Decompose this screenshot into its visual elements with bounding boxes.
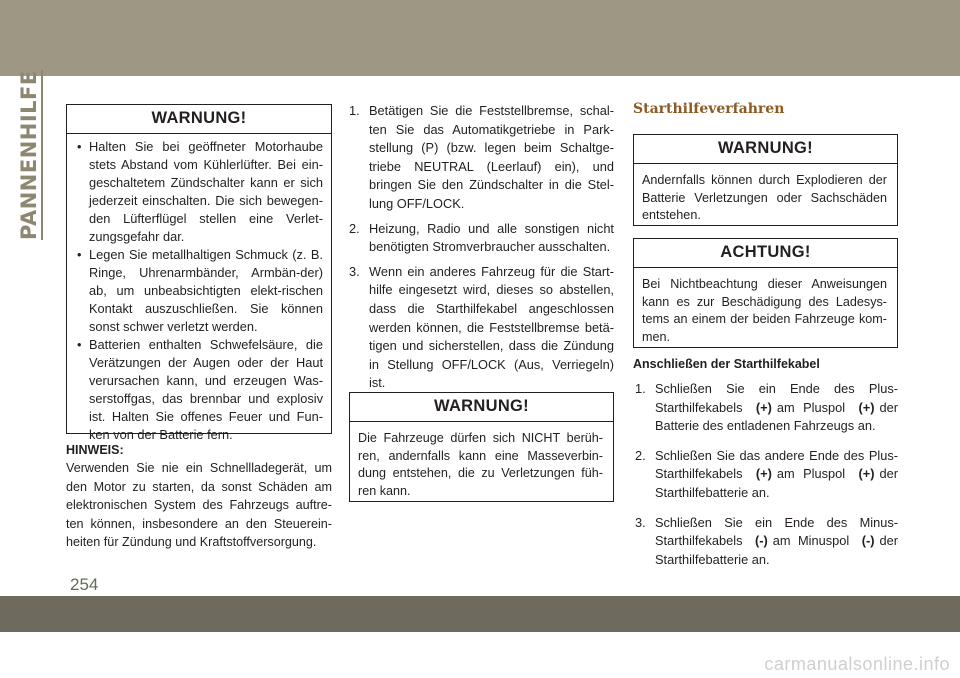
warning-box-fan [66,104,332,442]
warning-box-text: Andernfalls können durch Explodieren der Batterie Verletzungen oder Sachschäden entstehen. [642,173,887,223]
warning-box-text: Die Fahrzeuge dürfen sich NICHT berüh-ren, andernfalls kann eine Masseverbin-dung entstehen, die zu Verletzungen füh-ren kann. [358,431,603,498]
step-text: der Starthilfebatterie an. [655,466,899,500]
step-number: 2. [635,447,646,463]
step-text: am Pluspol [776,399,846,415]
step-text: Schließen Sie das andere Ende des Plus-Starthilfekabels [655,447,898,482]
minus-symbol: (-) [861,533,875,549]
step-text: Schließen Sie ein Ende des Minus-Starthilfekabels [655,514,898,549]
footer-band [0,596,960,632]
step-text: Heizung, Radio und alle sonstigen nicht benötigten Stromverbraucher ausschalten. [369,220,614,255]
step-text: der Batterie des entladenen Fahrzeugs an. [655,399,899,434]
preparation-steps [349,102,614,399]
warning-box-explosion [633,134,898,226]
warning-box-title: WARNUNG! [67,105,331,134]
step-number: 2. [349,220,360,236]
step-number: 1. [635,381,646,396]
step-item [635,380,898,436]
minus-symbol: (-) [754,533,768,549]
page-number: 254 [70,575,99,594]
step-text: der Starthilfebatterie an. [655,533,898,567]
chapter-tab-label: PANNENHILFE [17,70,41,240]
caution-box [633,238,898,348]
step-item [349,263,614,393]
step-text: Schließen Sie ein Ende des Plus-Starthilfekabels [655,381,898,415]
note-text: Verwenden Sie nie ein Schnellladegerät, um den Motor zu starten, da sonst Schäden am elektronischen System des Fahrzeugs auftre-ten können, insbesondere an den Steuerein-heiten für Zündung und Kraftstoffversorgung. [66,461,332,550]
step-number: 3. [635,514,646,530]
step-item [349,220,614,257]
caution-box-title: ACHTUNG! [634,239,897,268]
warning-bullet: • Halten Sie bei geöffneter Motorhaube stets Abstand vom Kühlerlüfter. Bei ein-geschaltetem Zündschalter kann er sich jederzeit einschalten. Die sich bewegen-den Lüfterflügel stellen eine Verlet-zungsgefahr dar. [77,138,323,246]
chapter-side-tab [14,70,50,244]
header-band [0,0,960,76]
connection-steps [635,380,898,575]
plus-symbol: (+) [755,399,772,415]
caution-box-text: Bei Nichtbeachtung dieser Anweisungen kann es zur Beschädigung des Ladesys-tems an einem der beiden Fahrzeuge kom-men. [642,277,887,344]
section-title: Starthilfeverfahren [633,101,785,117]
step-number: 1. [349,103,360,118]
step-item [635,514,898,570]
step-text: am Pluspol [776,466,846,482]
step-item [635,447,898,503]
warning-box-title: WARNUNG! [350,393,613,422]
plus-symbol: (+) [755,466,772,482]
note-title: HINWEIS: [66,443,124,457]
step-number: 3. [349,263,360,279]
step-text: Wenn ein anderes Fahrzeug für die Start-hilfe eingesetzt wird, dieses so abstellen, dass die Starthilfekabel angeschlossen werden können, die Feststellbremse betä-tigen und sicherstellen, dass die Zündung in Stellung OFF/LOCK (Aus, Verriegeln) ist. [369,263,614,391]
warning-bullet: • Legen Sie metallhaltigen Schmuck (z. B. Ringe, Uhrenarmbänder, Armbän-der) ab, um unbeabsichtigten elekt-rischen Kontakt auszuschließen. Sie können sonst schwer verletzt werden. [77,246,323,336]
warning-bullet: • Batterien enthalten Schwefelsäure, die Verätzungen der Augen oder der Haut verursachen kann, und erzeugen Was-serstoffgas, das brennbar und explosiv ist. Halten Sie offenes Feuer und Fun-ken von der Batterie fern. [77,336,323,444]
step-text: Betätigen Sie die Feststellbremse, schal-ten Sie das Automatikgetriebe in Park-stellung (P) (bzw. legen beim Schaltge-triebe NEUTRAL (Leerlauf) ein), und bringen Sie den Zündschalter in die Stel-lung OFF/LOCK. [369,103,614,211]
step-text: am Minuspol [772,533,850,549]
subsection-title: Anschließen der Starthilfekabel [633,357,820,371]
watermark-text: carmanualsonline.info [764,654,950,674]
plus-symbol: (+) [858,466,875,482]
warning-box-title: WARNUNG! [634,135,897,164]
warning-bullet-list [67,134,331,448]
warning-box-contact [349,392,614,502]
step-item [349,102,614,214]
plus-symbol: (+) [858,399,875,415]
